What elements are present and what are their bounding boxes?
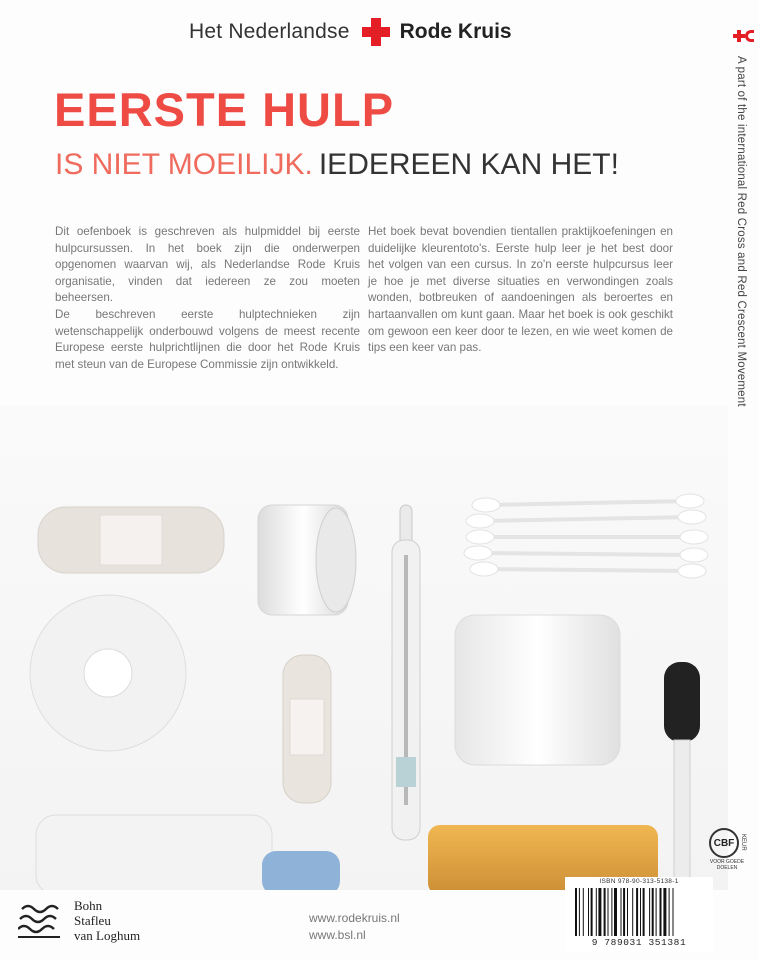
red-cross-icon — [360, 16, 392, 48]
gauze-roll — [455, 615, 620, 765]
body-paragraph: De beschreven eerste hulptechnieken zijn wetenschappelijk onderbouwd volgens de meest recente Europese eerste hulprichtlijnen die door het Rode Kruis met steun van de Europese Commissie zijn ontwikkeld. — [55, 307, 360, 371]
brand-prefix: Het Nederlandse — [189, 20, 350, 43]
barcode-bar — [627, 888, 628, 936]
tape-roll — [258, 505, 356, 615]
movement-side-text: A part of the international Red Cross and Red Crescent Movement — [735, 56, 747, 407]
plaster-small — [283, 655, 331, 803]
barcode-bar — [591, 888, 593, 936]
barcode-bar — [669, 888, 670, 936]
supplies-illustration — [0, 405, 728, 890]
barcode-bars — [573, 888, 707, 936]
barcode-bar — [596, 888, 597, 936]
barcode-bar — [604, 888, 606, 936]
barcode-bar — [632, 888, 633, 936]
subtitle-part1: IS NIET MOEILIJK. — [55, 148, 313, 181]
barcode-bar — [614, 888, 617, 936]
barcode-bar — [656, 888, 657, 936]
barcode-bar — [611, 888, 612, 936]
body-column-right — [368, 224, 673, 357]
barcode-bar — [583, 888, 584, 936]
barcode-bar — [660, 888, 662, 936]
cbf-ring: CBF — [709, 828, 739, 858]
barcode-bar — [621, 888, 622, 936]
subtitle-part2: IEDEREEN KAN HET! — [318, 148, 619, 181]
isbn-label: ISBN 978-90-313-5138-1 — [599, 878, 679, 885]
barcode-bar — [673, 888, 674, 936]
barcode-bar — [608, 888, 609, 936]
book-subtitle — [55, 150, 619, 180]
barcode-bar — [649, 888, 650, 936]
barcode-bar — [663, 888, 666, 936]
publisher-logo-icon — [18, 901, 62, 941]
barcode-bar — [640, 888, 641, 936]
url-rodekruis[interactable]: www.rodekruis.nl — [309, 911, 400, 925]
body-column-left — [55, 224, 360, 373]
barcode-bar — [636, 888, 638, 936]
url-bsl[interactable]: www.bsl.nl — [309, 928, 366, 942]
cotton-swabs — [478, 501, 694, 571]
barcode-bar — [575, 888, 577, 936]
body-paragraph: Dit oefenboek is geschreven als hulpmiddel bij eerste hulpcursussen. In het boek zijn die onderwerpen opgenomen waarvan wij, als Nederlandse Rode Kruis organisatie, vinden dat iedereen ze zou moeten beheersen. — [55, 225, 360, 305]
brand-name: Rode Kruis — [399, 20, 512, 43]
cbf-keur: KEUR — [740, 834, 746, 851]
bandage-roll-round — [30, 595, 186, 751]
thermometer — [392, 505, 420, 840]
saline-bottle — [36, 815, 340, 890]
barcode-bar — [623, 888, 625, 936]
barcode-number: 9 789031 351381 — [591, 937, 687, 948]
cbf-keur-seal — [707, 828, 757, 871]
red-cross-crescent-icon — [733, 30, 753, 44]
barcode-bar — [598, 888, 601, 936]
dropper — [664, 662, 700, 890]
barcode-bar — [579, 888, 580, 936]
barcode-bar — [652, 888, 654, 936]
red-cross-brand — [189, 16, 512, 48]
barcode-bar — [643, 888, 645, 936]
barcode-bar — [588, 888, 589, 936]
book-title: EERSTE HULP — [54, 83, 395, 136]
cbf-voor: VOOR GOEDE DOELEN — [709, 859, 745, 871]
first-aid-supplies-photo — [0, 405, 728, 890]
plaster-large — [38, 507, 224, 573]
isbn-barcode — [565, 877, 713, 952]
publisher-name: Bohn Stafleu van Loghum — [74, 898, 141, 943]
body-paragraph: Het boek bevat bovendien tientallen praktijkoefeningen en duidelijke kleurentoto's. Eerste hulp leer je het best door het volgen van een cursus. In zo'n eerste hulpcursus leer je hoe je met diverse situaties en verwondingen zoals wonden, botbreuken of aandoeningen als beroertes en hartaanvallen om kunt gaan. Maar het boek is ook geschikt om gewoon een keer door te lezen, en wie weet komen de tips een keer van pas. — [368, 225, 673, 355]
website-urls — [309, 910, 400, 944]
